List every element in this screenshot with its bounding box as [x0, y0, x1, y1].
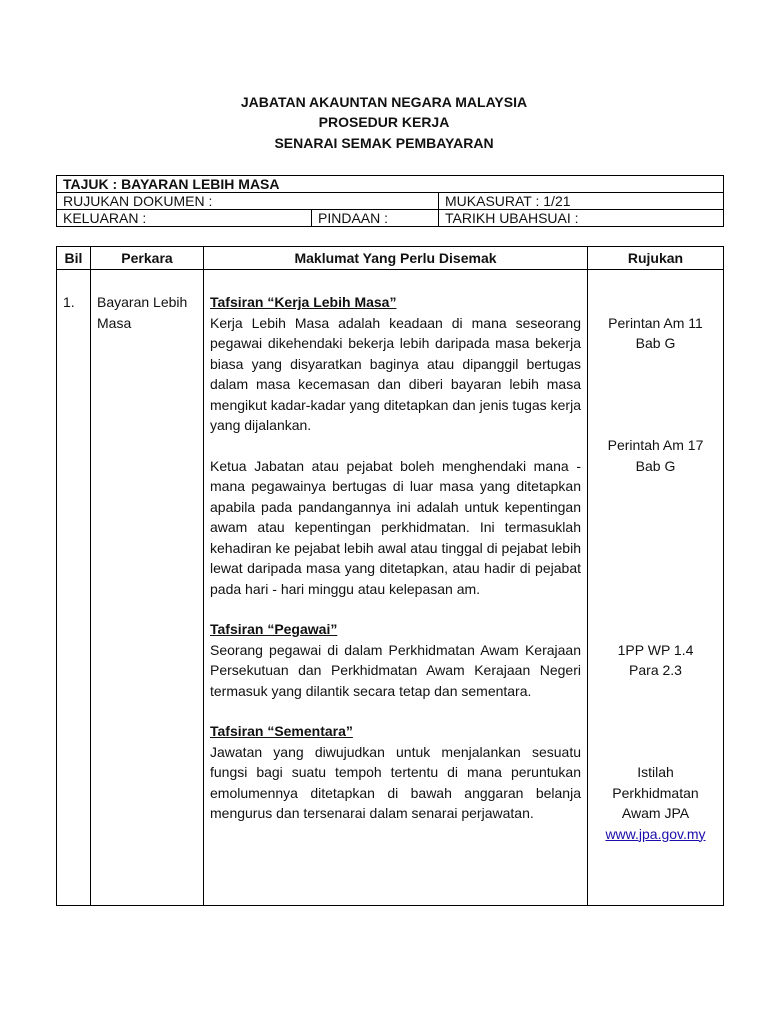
section-title: Tafsiran “Kerja Lebih Masa” [210, 294, 397, 310]
meta-mukasurat: MUKASURAT : 1/21 [439, 193, 724, 210]
section-body: Ketua Jabatan atau pejabat boleh menghendaki mana - mana pegawainya bertugas di luar masa yang ditetapkan apabila pada pandangannya ini adalah untuk kepentingan awam atau kepentingan perkhidmatan. Ini termasuklah kehadiran ke pejabat lebih awal atau tinggal di pejabat lebih lewat daripada masa yang ditetapkan, atau hadir di pejabat pada hari - hari minggu atau kelepasan am. [210, 457, 581, 597]
col-header-perkara: Perkara [91, 247, 204, 270]
meta-tajuk: TAJUK : BAYARAN LEBIH MASA [57, 176, 724, 193]
doc-title-line3: SENARAI SEMAK PEMBAYARAN [274, 135, 494, 151]
reference-line: Para 2.3 [629, 662, 682, 678]
reference-line: Perkhidmatan [612, 784, 699, 801]
doc-title-line1: JABATAN AKAUNTAN NEGARA MALAYSIA [240, 94, 528, 110]
table-row [57, 270, 724, 906]
row-perkara: Bayaran Lebih Masa [91, 270, 204, 906]
reference-1pp-wp [594, 640, 717, 681]
col-header-maklumat: Maklumat Yang Perlu Disemak [204, 247, 588, 270]
reference-line: 1PP WP 1.4 [617, 641, 694, 658]
reference-line: Bab G [635, 335, 676, 351]
section-title: Tafsiran “Pegawai” [210, 621, 338, 637]
meta-keluaran: KELUARAN : [57, 210, 312, 227]
section-pegawai [210, 619, 581, 701]
section-body: Jawatan yang diwujudkan untuk menjalankan sesuatu fungsi bagi suatu tempoh tertentu di mana peruntukan emolumennya ditetapkan di bawah anggaran belanja mengurus dan tersenarai dalam senarai perjawatan. [210, 743, 581, 821]
reference-line: Perintan Am 11 [608, 314, 703, 331]
reference-istilah-jpa [594, 762, 717, 844]
document-meta-table [56, 175, 724, 227]
reference-perintah-am-11 [594, 313, 717, 354]
col-header-rujukan: Rujukan [588, 247, 724, 270]
reference-line: Awam JPA [621, 805, 690, 821]
section-body: Seorang pegawai di dalam Perkhidmatan Awam Kerajaan Persekutuan dan Perkhidmatan Awam Kerajaan Negeri termasuk yang dilantik secara tetap dan sementara. [210, 641, 581, 699]
doc-title-line2: PROSEDUR KERJA [318, 114, 450, 130]
section-sementara [210, 721, 581, 824]
reference-perintah-am-17 [594, 435, 717, 476]
section-body: Kerja Lebih Masa adalah keadaan di mana seseorang pegawai dikehendaki bekerja lebih daripada masa bekerja biasa yang disyaratkan baginya atau dipanggil bertugas dalam masa kecemasan dan diberi bayaran lebih masa mengikut kadar-kadar yang ditetapkan dan jenis tugas kerja yang dijalankan. [210, 314, 581, 433]
reference-line: Perintah Am 17 [607, 437, 704, 453]
section-ketua-jabatan [210, 456, 581, 600]
section-kerja-lebih-masa [210, 292, 581, 436]
section-title: Tafsiran “Sementara” [210, 723, 353, 739]
reference-line: Istilah [637, 764, 674, 780]
row-rujukan [588, 270, 724, 906]
row-maklumat [204, 270, 588, 906]
row-bil: 1. [57, 270, 91, 906]
jpa-website-link[interactable]: www.jpa.gov.my [605, 825, 706, 842]
checklist-table [56, 246, 724, 906]
meta-rujukan-dokumen: RUJUKAN DOKUMEN : [57, 193, 439, 210]
table-header-row [57, 247, 724, 270]
meta-tarikh-ubahsuai: TARIKH UBAHSUAI : [439, 210, 724, 227]
col-header-bil: Bil [57, 247, 91, 270]
reference-line: Bab G [635, 457, 676, 474]
meta-pindaan: PINDAAN : [312, 210, 439, 227]
